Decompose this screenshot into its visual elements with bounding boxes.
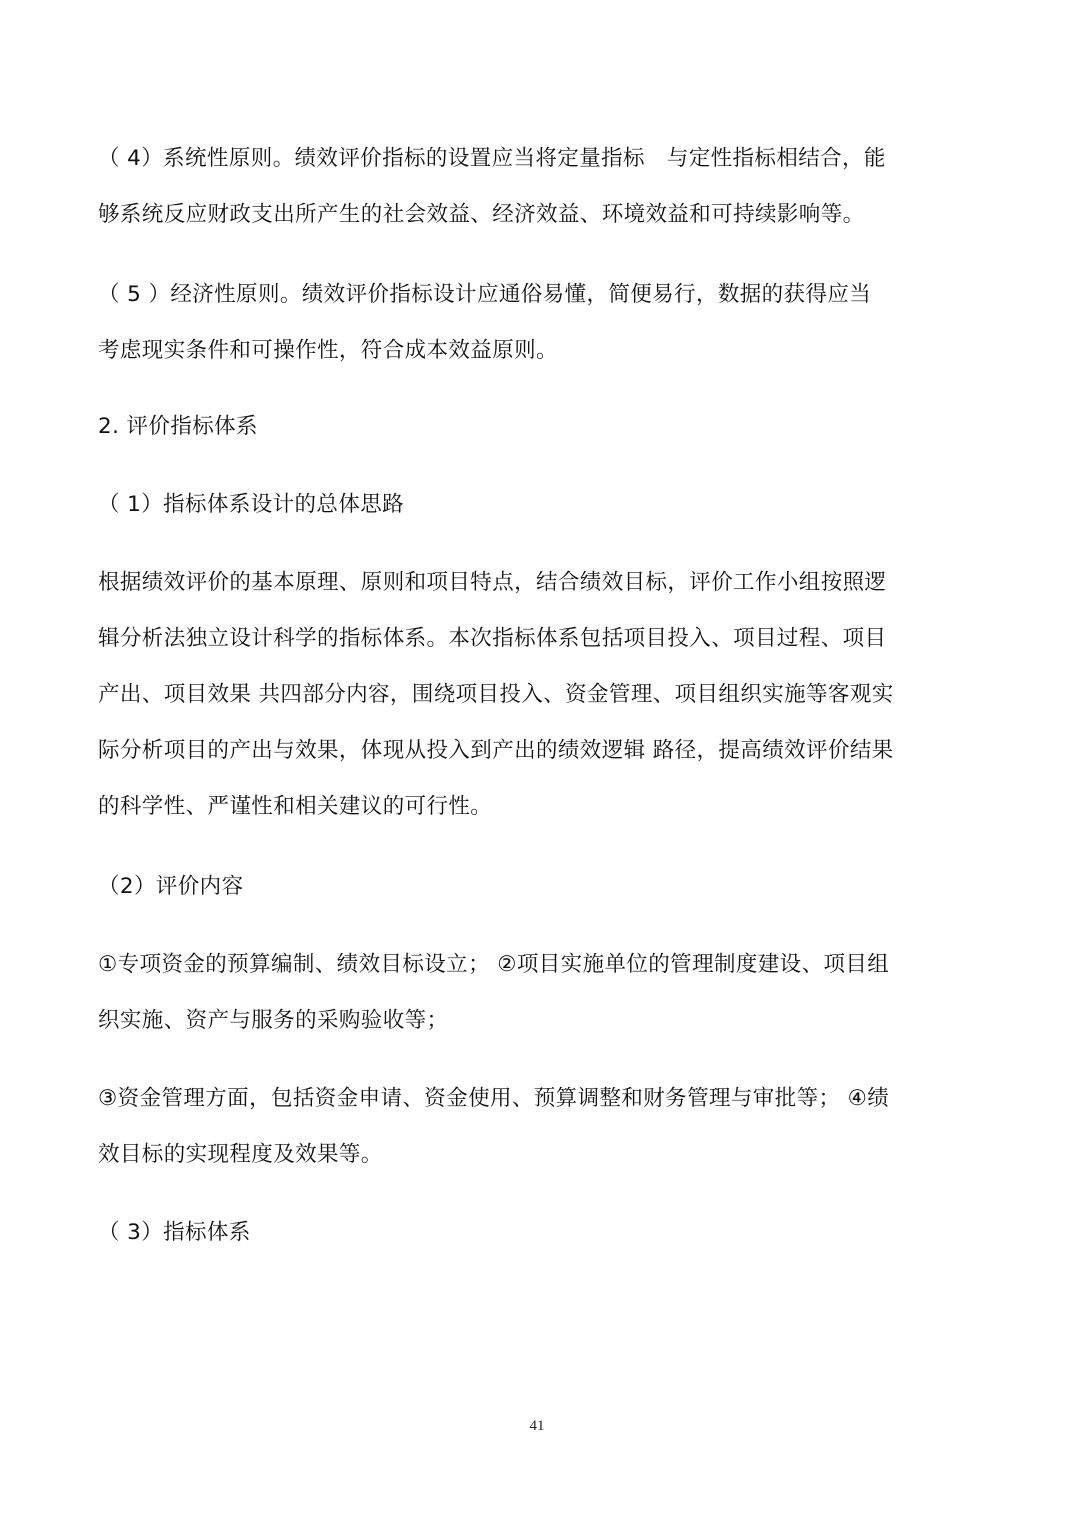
subheading-index-system: （ 3）指标体系 [98,1220,251,1245]
content-item-line-2: 织实施、资产与服务的采购验收等； [98,1008,449,1033]
body-paragraph-line-1: 根据绩效评价的基本原理、原则和项目特点，结合绩效目标，评价工作小组按照逻 [98,570,887,595]
section-heading-evaluation-index-system: 2. 评价指标体系 [98,414,258,439]
content-item-line-4: 效目标的实现程度及效果等。 [98,1142,383,1167]
principle-5-line-2: 考虑现实条件和可操作性，符合成本效益原则。 [98,338,558,363]
body-paragraph-line-3: 产出、项目效果 共四部分内容，围绕项目投入、资金管理、项目组织实施等客观实 [98,682,894,707]
body-paragraph-line-5: 的科学性、严谨性和相关建议的可行性。 [98,794,493,819]
content-item-line-3: ③资金管理方面，包括资金申请、资金使用、预算调整和财务管理与审批等； ④绩 [98,1086,890,1111]
subheading-evaluation-content: （2）评价内容 [98,874,244,899]
principle-4-line-1: （ 4）系统性原则。绩效评价指标的设置应当将定量指标 与定性指标相结合，能 [98,146,886,171]
principle-5-line-1: （ 5 ）经济性原则。绩效评价指标设计应通俗易懂，简便易行，数据的获得应当 [98,282,872,307]
principle-4-line-2: 够系统反应财政支出所产生的社会效益、经济效益、环境效益和可持续影响等。 [98,202,865,227]
body-paragraph-line-4: 际分析项目的产出与效果，体现从投入到产出的绩效逻辑 路径，提高绩效评价结果 [98,738,894,763]
subheading-overall-design-idea: （ 1）指标体系设计的总体思路 [98,492,405,517]
body-paragraph-line-2: 辑分析法独立设计科学的指标体系。本次指标体系包括项目投入、项目过程、项目 [98,626,887,651]
content-item-line-1: ①专项资金的预算编制、绩效目标设立； ②项目实施单位的管理制度建设、项目组 [98,952,890,977]
page-number: 41 [529,1418,545,1434]
